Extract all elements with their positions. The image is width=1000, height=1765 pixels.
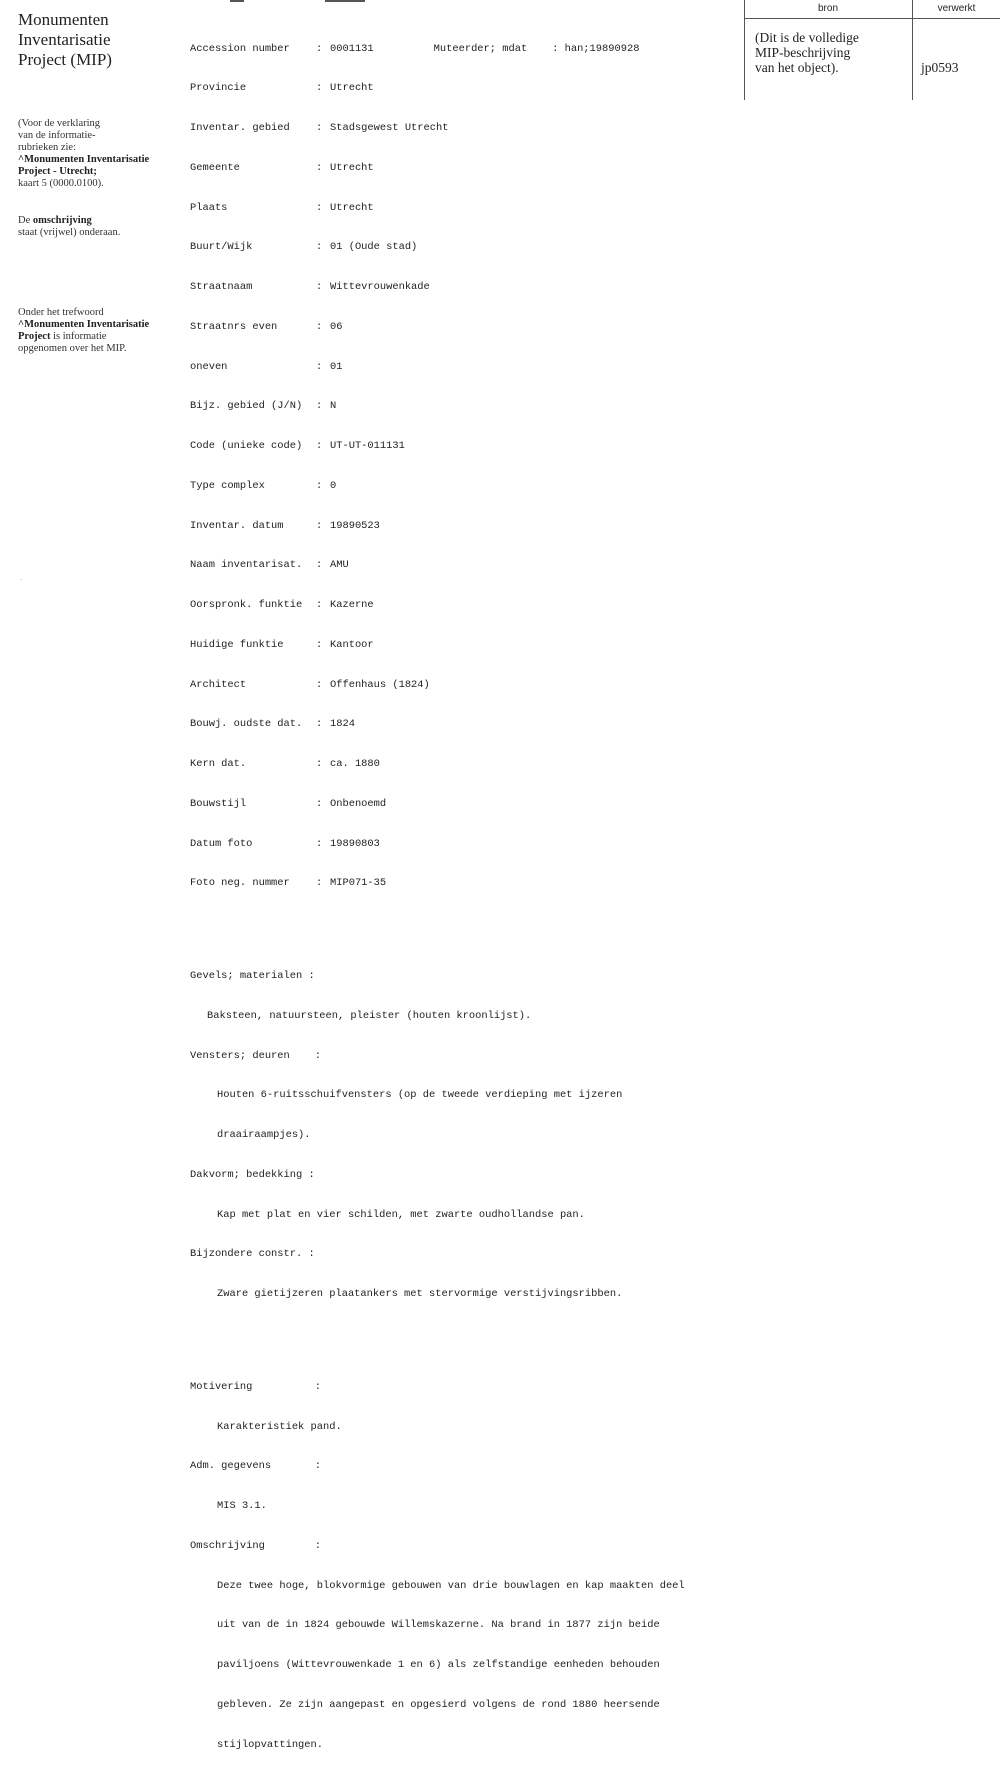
omschrijving-line: Deze twee hoge, blokvormige gebouwen van drie bouwlagen en kap maakten deel <box>217 1579 685 1592</box>
note-explanation: (Voor de verklaring van de informatie- rubrieken zie: ^Monumenten Inventarisatie Project - Utrecht; kaart 5 (0000.0100). <box>18 118 150 189</box>
left-annotation-column <box>18 10 178 582</box>
record-field: Straatnaam : Wittevrouwenkade <box>190 281 430 293</box>
verwerkt-cell: jp0593 <box>921 60 959 75</box>
record-field: oneven : 01 <box>190 360 343 373</box>
gevels-label: Gevels; materialen : <box>190 970 315 982</box>
omschrijving-line: uit van de in 1824 gebouwde Willemskazerne. Na brand in 1877 zijn beide <box>217 1619 660 1632</box>
adm-gegevens-text: MIS 3.1. <box>217 1500 267 1512</box>
record-field: Gemeente : Utrecht <box>190 161 374 174</box>
record-field: Bouwj. oudste dat. : 1824 <box>190 718 355 731</box>
record-field: Datum foto : 19890803 <box>190 837 380 850</box>
gevels-text: Baksteen, natuursteen, pleister (houten kroonlijst). <box>207 1009 532 1022</box>
record-field: Huidige funktie : Kantoor <box>190 638 374 651</box>
record-field: Buurt/Wijk : 01 (Oude stad) <box>190 241 418 254</box>
motivering-label: Motivering : <box>190 1380 321 1393</box>
record-field: Accession number : 0001131 Muteerder; mdat : han;19890928 <box>190 42 640 55</box>
record-field: Straatnrs even : 06 <box>190 320 343 333</box>
record-field: Plaats : Utrecht <box>190 201 374 214</box>
omschrijving-line: paviljoens (Wittevrouwenkade 1 en 6) als zelfstandige eenheden behouden <box>217 1659 660 1671</box>
source-table <box>744 0 1000 100</box>
bijzondere-constructie-text: Zware gietijzeren plaatankers met stervormige verstijvingsribben. <box>217 1288 623 1300</box>
record-field: Bouwstijl : Onbenoemd <box>190 797 387 810</box>
motivering-text: Karakteristiek pand. <box>217 1420 342 1433</box>
omschrijving-line: gebleven. Ze zijn aangepast en opgesierd volgens de rond 1880 heersende <box>217 1698 660 1711</box>
note-trefwoord: Onder het trefwoord ^Monumenten Inventarisatie Project is informatie opgenomen over het MIP. <box>18 307 150 354</box>
header-bron: bron <box>817 3 838 14</box>
vensters-text: draairaampjes). <box>217 1129 311 1141</box>
dakvorm-text: Kap met plat en vier schilden, met zwarte oudhollandse pan. <box>217 1208 585 1221</box>
mip-record <box>190 16 730 1765</box>
omschrijving-label: Omschrijving : <box>190 1539 321 1552</box>
record-field: Type complex : 0 <box>190 479 337 492</box>
omschrijving-line: stijlopvattingen. <box>217 1738 324 1751</box>
stray-mark: . <box>20 573 22 582</box>
vensters-label: Vensters; deuren : <box>190 1049 321 1062</box>
record-field: Foto neg. nummer : MIP071-35 <box>190 877 387 890</box>
dakvorm-label: Dakvorm; bedekking : <box>190 1168 315 1181</box>
bijzondere-constructie-label: Bijzondere constr. : <box>190 1248 315 1261</box>
bron-cell: (Dit is de volledige MIP-beschrijving van het object). <box>755 30 859 75</box>
record-field: Inventar. gebied : Stadsgewest Utrecht <box>190 122 449 134</box>
mutator-info: Muteerder; mdat : han;19890928 <box>433 42 640 55</box>
vensters-text: Houten 6-ruitsschuifvensters (op de tweede verdieping met ijzeren <box>217 1089 623 1102</box>
record-field: Provincie : Utrecht <box>190 82 374 95</box>
note-omschrijving: De omschrijving staat (vrijwel) onderaan. <box>18 215 121 238</box>
record-field: Architect : Offenhaus (1824) <box>190 678 430 691</box>
record-field: Code (unieke code) : UT-UT-011131 <box>190 440 405 452</box>
top-scan-marks <box>230 0 380 2</box>
record-field: Naam inventarisat. : AMU <box>190 559 349 572</box>
adm-gegevens-label: Adm. gegevens : <box>190 1460 321 1473</box>
record-field: Kern dat. : ca. 1880 <box>190 758 380 770</box>
record-field: Bijz. gebied (J/N) : N <box>190 400 337 413</box>
record-field: Oorspronk. funktie : Kazerne <box>190 599 374 611</box>
header-verwerkt: verwerkt <box>937 3 976 14</box>
record-field: Inventar. datum : 19890523 <box>190 519 380 532</box>
document-title: Monumenten Inventarisatie Project (MIP) <box>18 10 112 69</box>
